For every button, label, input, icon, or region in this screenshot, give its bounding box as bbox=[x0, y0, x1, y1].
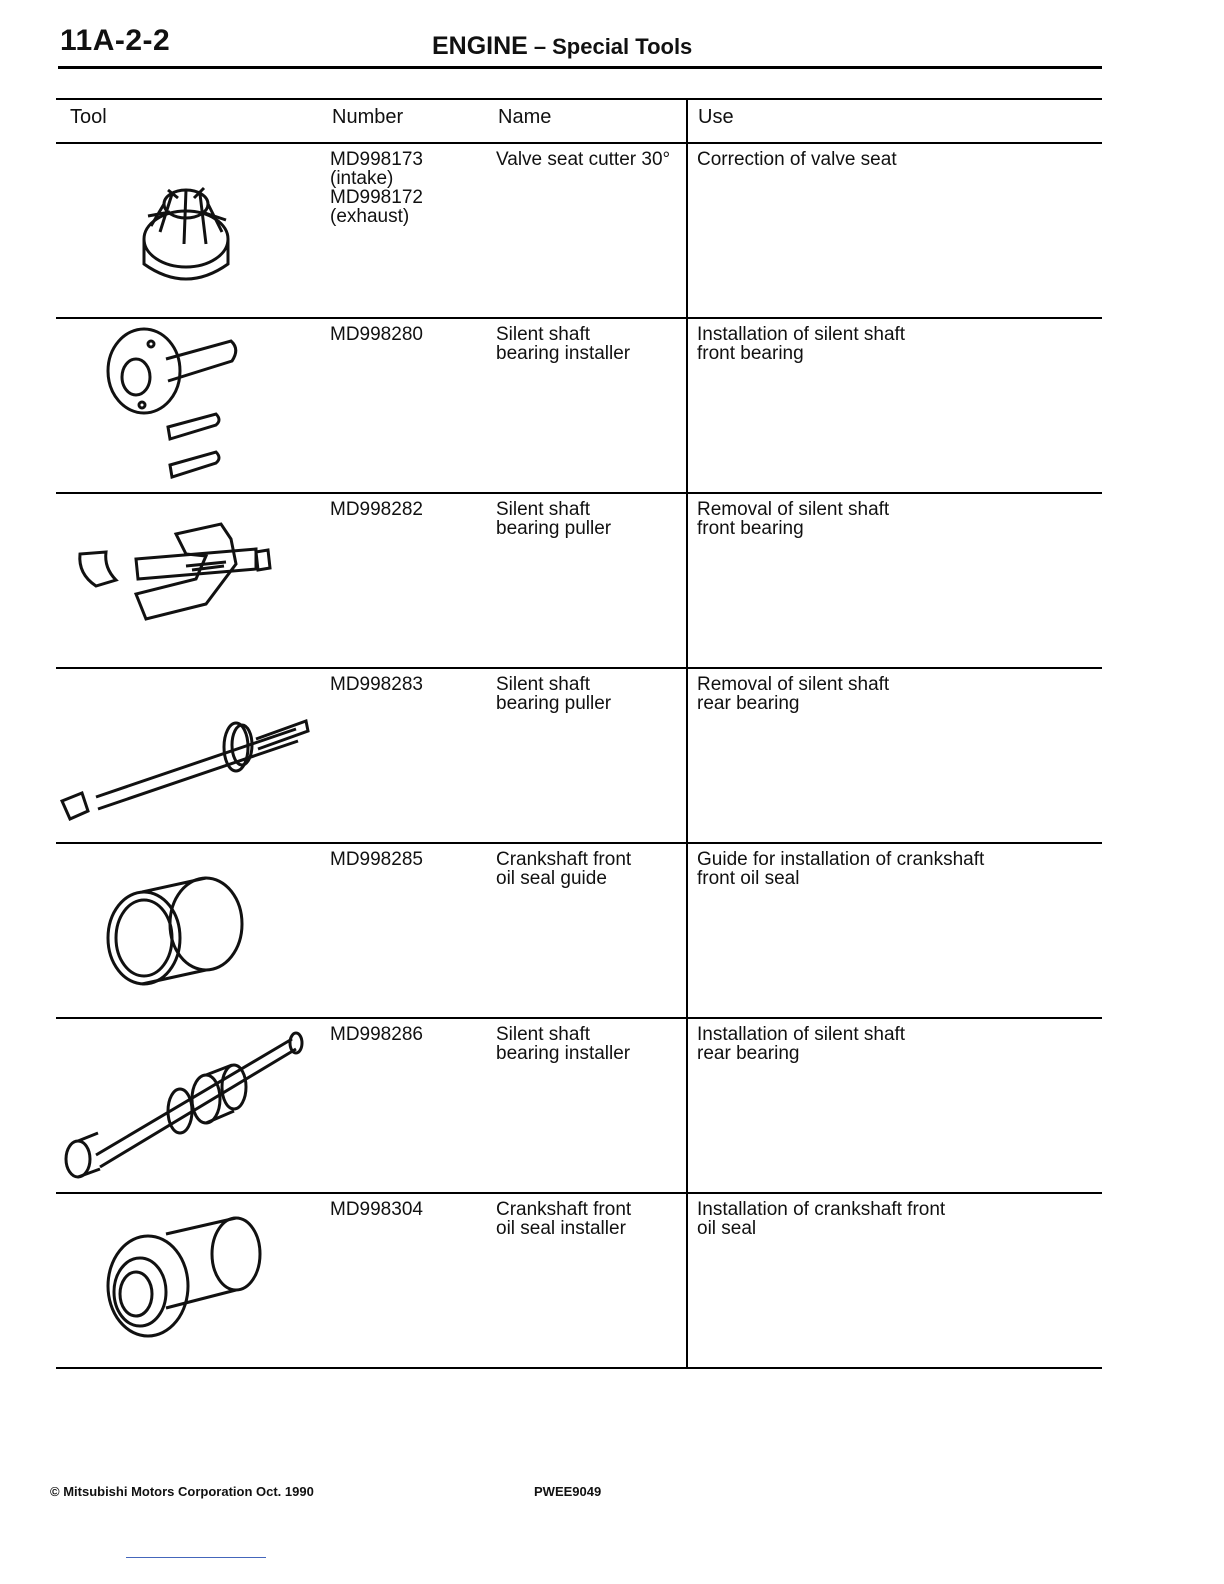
tool-use bbox=[697, 1025, 1077, 1063]
page-number: 11A-2-2 bbox=[60, 24, 171, 57]
tool-use-line: Installation of silent shaft bbox=[697, 1024, 906, 1045]
tool-name-line: Silent shaft bbox=[496, 1024, 590, 1045]
oil-seal-guide-icon bbox=[56, 844, 326, 1017]
tool-use-line: Removal of silent shaft bbox=[697, 499, 890, 520]
page-subtitle: Special Tools bbox=[552, 34, 693, 59]
tool-use-line: front oil seal bbox=[697, 868, 800, 889]
tool-use-line: Removal of silent shaft bbox=[697, 674, 890, 695]
tool-use bbox=[697, 675, 1077, 713]
tool-name bbox=[496, 325, 686, 363]
tool-number bbox=[330, 675, 490, 694]
tool-table bbox=[56, 98, 1102, 1369]
tool-use bbox=[697, 500, 1077, 538]
tool-use bbox=[697, 850, 1077, 888]
footer-rule bbox=[126, 1557, 266, 1558]
tool-number bbox=[330, 1025, 490, 1044]
tool-name-line: Silent shaft bbox=[496, 499, 590, 520]
tool-number-line: MD998282 bbox=[330, 499, 423, 520]
tool-use-line: rear bearing bbox=[697, 693, 800, 714]
table-row bbox=[56, 144, 1102, 319]
tool-number-line: (exhaust) bbox=[330, 206, 410, 227]
tool-use-line: Installation of silent shaft bbox=[697, 324, 906, 345]
tool-number bbox=[330, 850, 490, 869]
tool-number-line: MD998286 bbox=[330, 1024, 423, 1045]
long-bearing-puller-icon bbox=[56, 669, 326, 842]
tool-use bbox=[697, 1200, 1077, 1238]
tool-name-line: Valve seat cutter 30° bbox=[496, 149, 671, 170]
bearing-installer-icon bbox=[56, 319, 326, 492]
tool-number bbox=[330, 1200, 490, 1219]
tool-name-line: oil seal guide bbox=[496, 868, 607, 889]
page-title-main: ENGINE bbox=[432, 32, 528, 60]
tool-name-line: bearing puller bbox=[496, 693, 612, 714]
footer-doc-code: PWEE9049 bbox=[534, 1484, 602, 1499]
tool-use-line: front bearing bbox=[697, 343, 804, 364]
tool-name-line: Silent shaft bbox=[496, 324, 590, 345]
table-row bbox=[56, 1019, 1102, 1194]
col-head-tool: Tool bbox=[70, 106, 107, 128]
tool-name bbox=[496, 850, 686, 888]
tool-use-line: oil seal bbox=[697, 1218, 757, 1239]
table-row bbox=[56, 669, 1102, 844]
tool-name-line: oil seal installer bbox=[496, 1218, 626, 1239]
page-title bbox=[432, 32, 692, 61]
tool-use bbox=[697, 150, 1077, 169]
table-row bbox=[56, 319, 1102, 494]
table-row bbox=[56, 1194, 1102, 1369]
tool-number-line: MD998304 bbox=[330, 1199, 423, 1220]
tool-name bbox=[496, 500, 686, 538]
col-head-use: Use bbox=[698, 106, 734, 128]
tool-use-line: Guide for installation of crankshaft bbox=[697, 849, 985, 870]
tool-number-line: MD998283 bbox=[330, 674, 423, 695]
tool-number-line: MD998172 bbox=[330, 187, 423, 208]
header-rule bbox=[58, 66, 1102, 69]
rear-bearing-installer-icon bbox=[56, 1019, 326, 1192]
oil-seal-installer-icon bbox=[56, 1194, 326, 1367]
footer-copyright: © Mitsubishi Motors Corporation Oct. 1990 bbox=[50, 1484, 314, 1499]
tool-number-line: (intake) bbox=[330, 168, 394, 189]
tool-number bbox=[330, 325, 490, 344]
tool-name bbox=[496, 1025, 686, 1063]
tool-name-line: bearing installer bbox=[496, 1043, 631, 1064]
tool-use-line: Installation of crankshaft front bbox=[697, 1199, 946, 1220]
tool-number bbox=[330, 500, 490, 519]
tool-name bbox=[496, 675, 686, 713]
table-row bbox=[56, 494, 1102, 669]
col-head-name: Name bbox=[498, 106, 552, 128]
table-row bbox=[56, 844, 1102, 1019]
tool-number-line: MD998280 bbox=[330, 324, 423, 345]
tool-name-line: Silent shaft bbox=[496, 674, 590, 695]
tool-use bbox=[697, 325, 1077, 363]
tool-use-line: front bearing bbox=[697, 518, 804, 539]
tool-name bbox=[496, 1200, 686, 1238]
tool-number-line: MD998285 bbox=[330, 849, 423, 870]
tool-name bbox=[496, 150, 686, 169]
title-separator: – bbox=[533, 34, 547, 59]
tool-use-line: rear bearing bbox=[697, 1043, 800, 1064]
table-header bbox=[56, 98, 1102, 144]
tool-use-line: Correction of valve seat bbox=[697, 149, 897, 170]
tool-name-line: Crankshaft front bbox=[496, 1199, 632, 1220]
tool-name-line: bearing installer bbox=[496, 343, 631, 364]
tool-name-line: Crankshaft front bbox=[496, 849, 632, 870]
bearing-puller-icon bbox=[56, 494, 326, 667]
tool-number bbox=[330, 150, 490, 226]
tool-name-line: bearing puller bbox=[496, 518, 612, 539]
col-head-number: Number bbox=[332, 106, 404, 128]
valve-seat-cutter-icon bbox=[56, 144, 326, 317]
tool-number-line: MD998173 bbox=[330, 149, 423, 170]
